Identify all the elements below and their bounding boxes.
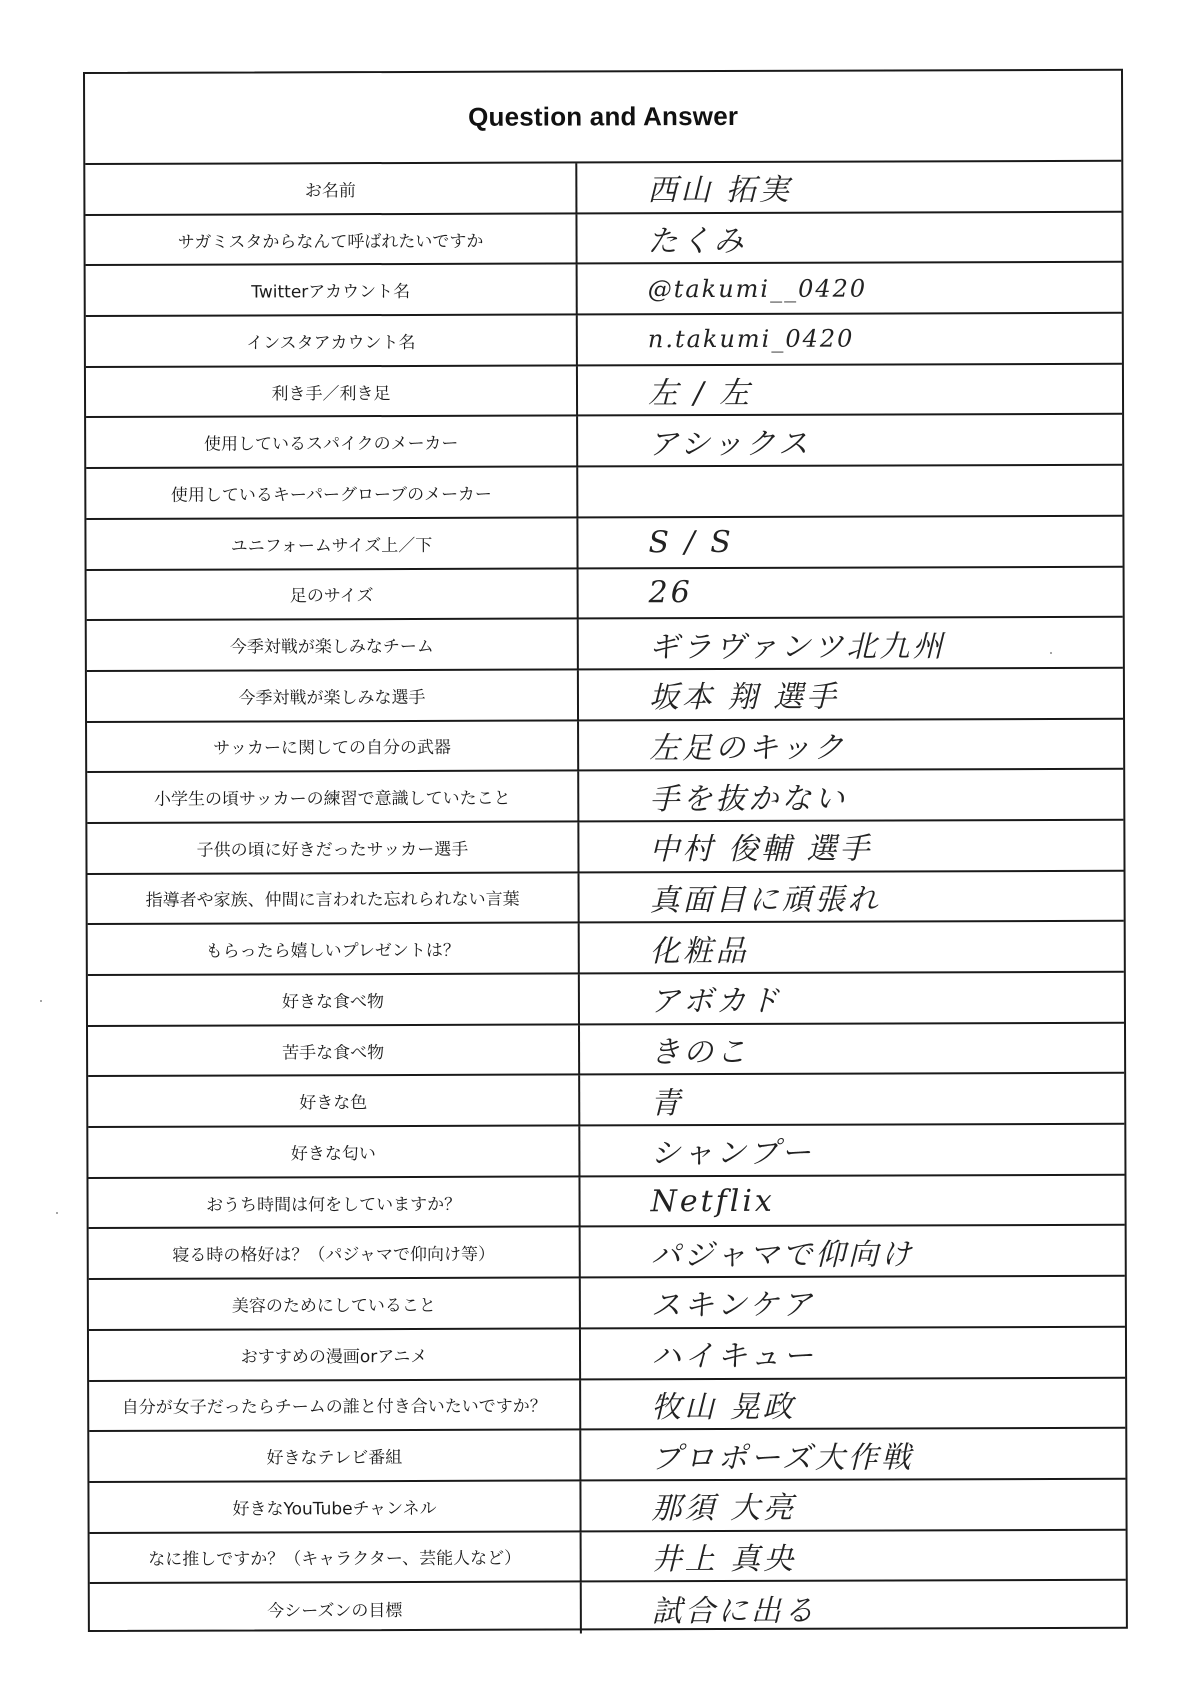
qa-row-sleep-style bbox=[89, 1226, 1125, 1280]
handwritten-answer: S / S bbox=[648, 524, 734, 560]
question-label: お名前 bbox=[85, 163, 577, 213]
form-title: Question and Answer bbox=[85, 71, 1121, 165]
qa-row-foot-size bbox=[87, 567, 1123, 621]
question-label: サッカーに関しての自分の武器 bbox=[87, 721, 579, 771]
question-label: もらったら嬉しいプレゼントは？ bbox=[88, 924, 580, 974]
scan-speck bbox=[1050, 652, 1052, 654]
question-label: 使用しているスパイクのメーカー bbox=[86, 417, 578, 467]
handwritten-answer bbox=[578, 466, 1122, 516]
question-label: なに推しですか？（キャラクター、芸能人など） bbox=[90, 1532, 582, 1582]
question-label: Twitterアカウント名 bbox=[86, 265, 578, 315]
handwritten-answer: 井上 真央 bbox=[651, 1541, 797, 1578]
handwritten-answer: 試合に出る bbox=[651, 1593, 817, 1629]
qa-row-twitter bbox=[86, 263, 1122, 317]
handwritten-answer: 手を抜かない bbox=[649, 781, 848, 817]
handwritten-answer: アボカド bbox=[649, 984, 782, 1020]
question-label: 美容のためにしていること bbox=[89, 1279, 581, 1329]
scan-speck bbox=[40, 1000, 42, 1002]
qa-row-spike-maker bbox=[86, 415, 1122, 469]
qa-row-childhood-player bbox=[87, 821, 1123, 875]
handwritten-answer: 26 bbox=[648, 575, 693, 611]
question-label: ユニフォームサイズ上／下 bbox=[86, 518, 578, 568]
question-label: 指導者や家族、仲間に言われた忘れられない言葉 bbox=[88, 873, 580, 923]
handwritten-answer: 青 bbox=[650, 1085, 684, 1121]
qa-row-glove-maker bbox=[86, 466, 1122, 520]
handwritten-answer: 中村 俊輔 選手 bbox=[649, 831, 873, 868]
question-label: 好きな匂い bbox=[88, 1127, 580, 1177]
handwritten-answer: 化粧品 bbox=[649, 933, 749, 969]
qa-row-disliked-food bbox=[88, 1023, 1124, 1077]
question-label: 使用しているキーパーグローブのメーカー bbox=[86, 468, 578, 518]
qa-row-home-time bbox=[88, 1175, 1124, 1229]
question-label: 今季対戦が楽しみな選手 bbox=[87, 670, 579, 720]
question-label: 好きなテレビ番組 bbox=[89, 1431, 581, 1481]
handwritten-answer: きのこ bbox=[650, 1034, 750, 1071]
qa-row-favorite-food bbox=[88, 973, 1124, 1027]
handwritten-answer: @takumi__0420 bbox=[647, 274, 868, 303]
question-label: おうち時間は何をしていますか？ bbox=[88, 1177, 580, 1227]
question-label: 好きな食べ物 bbox=[88, 974, 580, 1024]
handwritten-answer: 那須 大亮 bbox=[651, 1490, 797, 1527]
qa-row-rival-team bbox=[87, 618, 1123, 672]
handwritten-answer: 左 / 左 bbox=[647, 375, 753, 412]
qa-row-date-teammate bbox=[89, 1378, 1125, 1432]
handwritten-answer: たくみ bbox=[647, 223, 747, 260]
question-label: 好きなYouTubeチャンネル bbox=[89, 1481, 581, 1531]
handwritten-answer: Netflix bbox=[650, 1183, 775, 1219]
qa-row-tv-show bbox=[89, 1429, 1125, 1483]
question-label: 小学生の頃サッカーの練習で意識していたこと bbox=[87, 772, 579, 822]
qa-row-uniform-size bbox=[86, 517, 1122, 571]
question-label: 子供の頃に好きだったサッカー選手 bbox=[87, 822, 579, 872]
handwritten-answer: n.takumi_0420 bbox=[647, 324, 855, 354]
handwritten-answer: 真面目に頑張れ bbox=[649, 882, 881, 919]
handwritten-answer: シャンプー bbox=[650, 1136, 814, 1172]
scan-speck bbox=[56, 1212, 58, 1214]
qa-row-beauty bbox=[89, 1277, 1125, 1331]
handwritten-answer: アシックス bbox=[648, 426, 812, 463]
handwritten-answer: ギラヴァンツ北九州 bbox=[648, 628, 946, 665]
question-label: 利き手／利き足 bbox=[86, 366, 578, 416]
qa-row-manga-anime bbox=[89, 1328, 1125, 1382]
question-label: 今季対戦が楽しみなチーム bbox=[87, 620, 579, 670]
qa-row-present bbox=[88, 922, 1124, 976]
qa-row-childhood-practice bbox=[87, 770, 1123, 824]
qa-row-unforgettable-words bbox=[88, 871, 1124, 925]
qa-row-favorite-smell bbox=[88, 1125, 1124, 1179]
question-label: 苦手な食べ物 bbox=[88, 1025, 580, 1075]
question-label: 好きな色 bbox=[88, 1076, 580, 1126]
question-label: 今シーズンの目標 bbox=[90, 1583, 582, 1635]
qa-row-dominant-side bbox=[86, 364, 1122, 418]
question-label: 自分が女子だったらチームの誰と付き合いたいですか？ bbox=[89, 1380, 581, 1430]
question-label: 寝る時の格好は？（パジャマで仰向け等） bbox=[89, 1228, 581, 1278]
handwritten-answer: スキンケア bbox=[650, 1288, 816, 1324]
handwritten-answer: パジャマで仰向け bbox=[650, 1237, 915, 1274]
question-label: インスタアカウント名 bbox=[86, 316, 578, 366]
qa-row-rival-player bbox=[87, 669, 1123, 723]
handwritten-answer: プロポーズ大作戦 bbox=[651, 1439, 914, 1476]
qa-table bbox=[85, 162, 1126, 1635]
qa-form-sheet bbox=[83, 69, 1128, 1632]
handwritten-answer: 牧山 晃政 bbox=[651, 1389, 796, 1426]
qa-row-favorite-color bbox=[88, 1074, 1124, 1128]
question-label: 足のサイズ bbox=[87, 569, 579, 619]
qa-row-oshi bbox=[90, 1530, 1126, 1584]
handwritten-answer: 左足のキック bbox=[649, 730, 847, 767]
qa-row-name bbox=[85, 162, 1121, 216]
question-label: サガミスタからなんて呼ばれたいですか bbox=[85, 214, 577, 264]
question-label: おすすめの漫画orアニメ bbox=[89, 1329, 581, 1379]
qa-row-instagram bbox=[86, 314, 1122, 368]
qa-row-nickname bbox=[85, 212, 1121, 266]
handwritten-answer: 西山 拓実 bbox=[647, 173, 792, 209]
qa-row-weapon bbox=[87, 719, 1123, 773]
qa-row-youtube bbox=[89, 1480, 1125, 1534]
handwritten-answer: 坂本 翔 選手 bbox=[648, 679, 840, 716]
handwritten-answer: ハイキュー bbox=[650, 1338, 817, 1375]
qa-row-season-goal bbox=[90, 1581, 1126, 1635]
